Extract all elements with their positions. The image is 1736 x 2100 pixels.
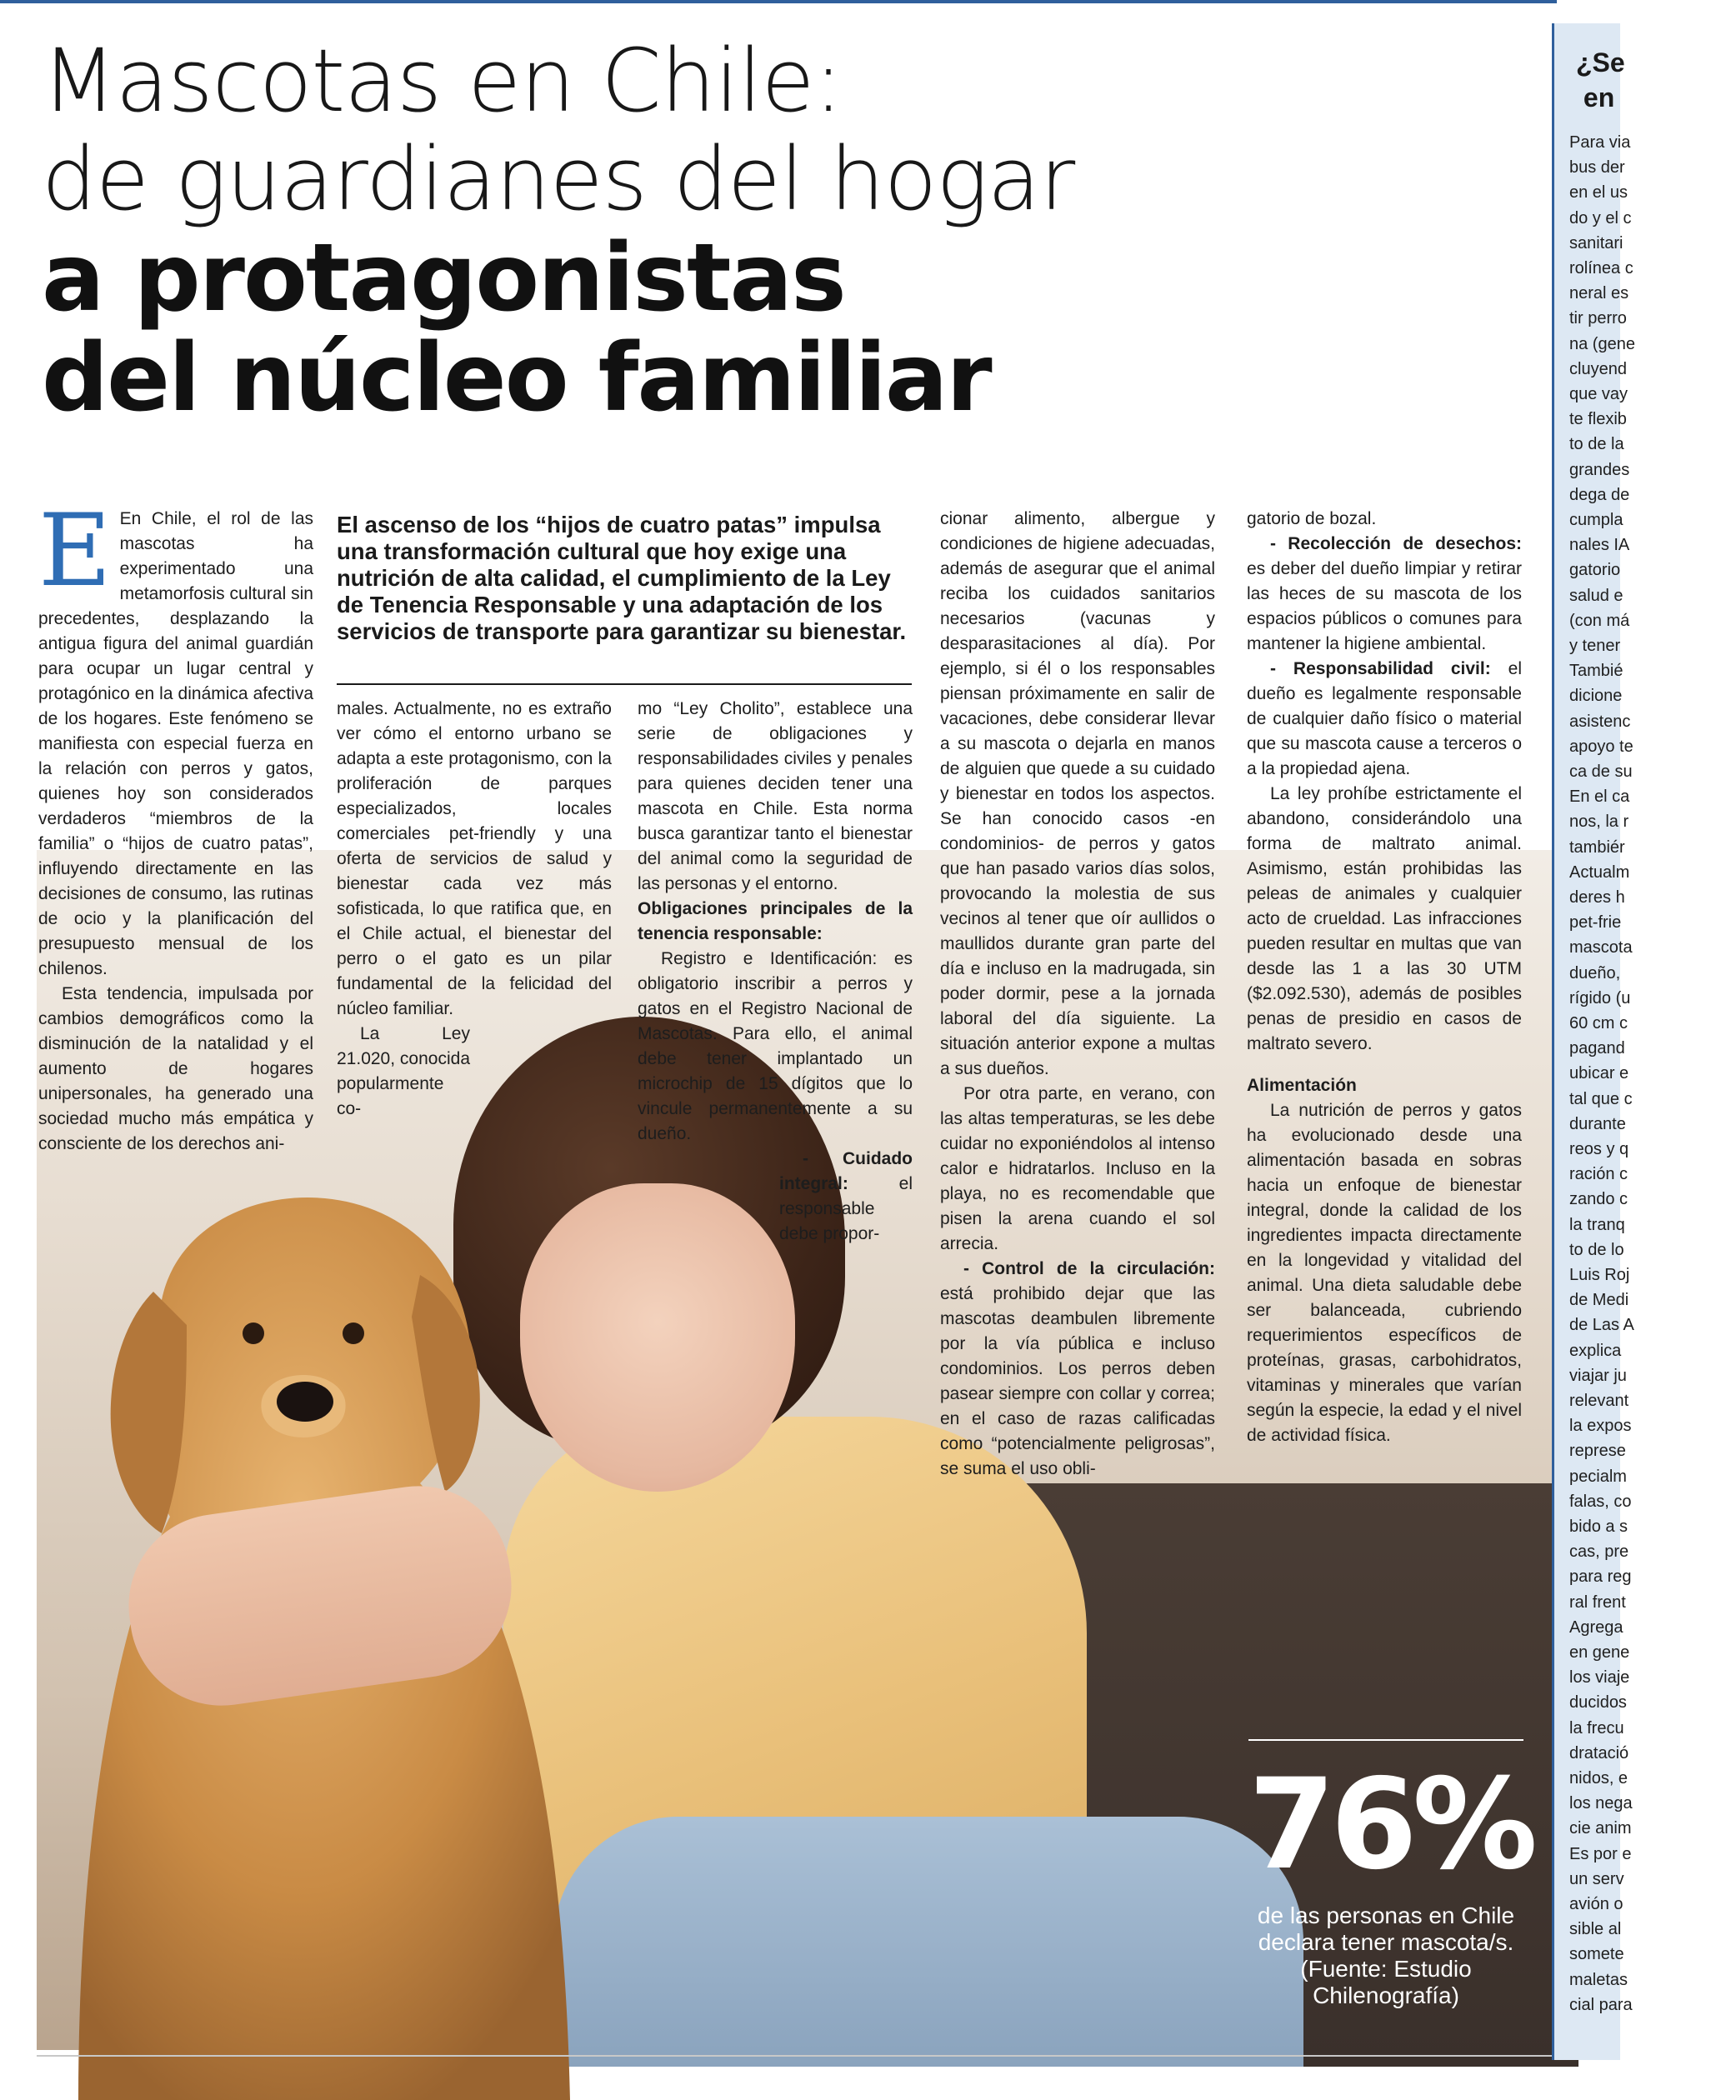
col4-paragraph-3: está prohibido dejar que las mascotas deambulen libremente por la vía pública e incluso condominios. Los perros deben pasear siempre con collar y correa; en el caso de razas calificadas como “potencialmente peligrosas”, se suma el uso obli- [940, 1284, 1215, 1478]
sidebar-line: ducidos [1569, 1693, 1627, 1712]
col5-paragraph-3: el dueño es legalmente responsable de cualquier daño físico o material que su mascota cause a terceros o a la propiedad ajena. [1247, 659, 1522, 778]
sidebar-line: represe [1569, 1442, 1626, 1461]
deck: El ascenso de los “hijos de cuatro patas” impulsa una transformación cultural que hoy exige una nutrición de alta calidad, el cumplimiento de la Ley de Tenencia Responsable y una adaptación de los servicios de transporte para garantizar su bienestar. [337, 512, 907, 644]
col4-circulacion-label: - Control de la circulación: [963, 1259, 1215, 1278]
sidebar-line: la expos [1569, 1417, 1632, 1436]
sidebar-line: relevant [1569, 1392, 1629, 1410]
sidebar-line: avión o [1569, 1895, 1623, 1913]
sidebar-line: nidos, e [1569, 1769, 1628, 1788]
col3-cuidado-label: - Cuidado integral: [779, 1149, 913, 1193]
sidebar-line: durante [1569, 1114, 1626, 1133]
sidebar-line: somete [1569, 1945, 1624, 1964]
sidebar-line: pecialm [1569, 1467, 1627, 1486]
sidebar-line: 60 cm c [1569, 1014, 1628, 1032]
sidebar-line: Es por e [1569, 1844, 1632, 1863]
sidebar-line: neral es [1569, 284, 1629, 303]
col5-subhead-alimentacion: Alimentación [1247, 1076, 1357, 1095]
col5-paragraph-4: La ley prohíbe estrictamente el abandono, considerándolo una forma de maltrato animal. Asimismo, están prohibidas las peleas de animales y cualquier acto de crueldad. Las infracciones pueden resultar en multas que van desde las 1 a las 30 UTM ($2.092.530), además de posibles penas de presidio en casos de maltrato severo. [1247, 784, 1522, 1053]
sidebar-article [1552, 23, 1635, 2060]
sidebar-line: bido a s [1569, 1518, 1628, 1536]
column-2 [337, 697, 612, 1122]
sidebar-line: los viaje [1569, 1668, 1630, 1688]
headline-line-1: Mascotas en Chile: [42, 30, 843, 132]
col3-paragraph-3: el responsable debe propor- [779, 1174, 913, 1243]
sidebar-line: de Medi [1569, 1291, 1629, 1310]
sidebar-line: cial para [1569, 1995, 1633, 2014]
col1-paragraph-2: Esta tendencia, impulsada por cambios demográficos como la disminución de la natalidad y el aumento de hogares unipersonales, ha generado una sociedad mucho más empática y consciente de los derechos ani- [38, 984, 313, 1153]
col4-paragraph-2: Por otra parte, en verano, con las altas temperaturas, se les debe cuidar no exponiéndolos al intenso calor e hidratarlos. Incluso en la playa, no es recomendable que pisen la arena cuando el sol arrecia. [940, 1084, 1215, 1253]
stat-number: 76% [1248, 1752, 1533, 1898]
headline-line-3: a protagonistas [42, 224, 845, 332]
col5-paragraph-5: La nutrición de perros y gatos ha evolucionado desde una alimentación basada en sobras hacia un enfoque de bienestar integral, donde la calidad de los ingredientes impacta directamente en la longevidad y vitalidad del animal. Una dieta saludable debe ser balanceada, cubriendo requerimientos específicos de proteínas, grasas, carbohidratos, vitaminas y minerales que varían según la especie, la edad y el nivel de actividad física. [1247, 1101, 1522, 1445]
col2-paragraph-1: males. Actualmente, no es extraño ver cómo el entorno urbano se adapta a este protagonismo, con la proliferación de parques especializados, locales comerciales pet-friendly y una oferta de servicios de salud y bienestar cada vez más sofisticada, lo que ratifica que, en el Chile actual, el bienestar del perro o el gato es un pilar fundamental de la felicidad del núcleo familiar. [337, 699, 612, 1018]
headline-line-4: del núcleo familiar [42, 324, 991, 432]
sidebar-line: Para via [1569, 133, 1631, 152]
sidebar-line: que vay [1569, 385, 1628, 403]
sidebar-line: explica [1569, 1341, 1622, 1360]
sidebar-line: de Las A [1569, 1316, 1634, 1335]
sidebar-line: en gene [1569, 1643, 1630, 1662]
sidebar-line: to de la [1569, 435, 1624, 454]
sidebar-line: los nega [1569, 1794, 1633, 1813]
sidebar-line: rolínea c [1569, 259, 1633, 278]
drop-cap: E [38, 493, 112, 609]
stat-caption: de las personas en Chile declara tener mascota/s. (Fuente: Estudio Chilenografía) [1257, 1902, 1515, 2008]
sidebar-line: zando c [1569, 1190, 1628, 1209]
column-4 [940, 507, 1215, 1482]
sidebar-line: pet-frie [1569, 913, 1622, 932]
deck-rule [337, 683, 912, 685]
sidebar-line: Luis Roj [1569, 1266, 1630, 1284]
sidebar-line: ral frent [1569, 1592, 1626, 1612]
sidebar-line: asistenc [1569, 712, 1631, 731]
column-3 [638, 697, 913, 1247]
sidebar-line: falas, co [1569, 1492, 1632, 1511]
sidebar-line: sible al [1569, 1920, 1622, 1939]
sidebar-line: la frecu [1569, 1718, 1624, 1738]
sidebar-line: tal que c [1569, 1089, 1633, 1108]
bottom-rule [37, 2055, 1552, 2057]
sidebar-line: dratació [1569, 1743, 1629, 1762]
sidebar-line: sanitari [1569, 233, 1623, 252]
col5-paragraph-1: gatorio de bozal. [1247, 509, 1377, 528]
sidebar-line: dueño, [1569, 963, 1621, 982]
sidebar-line: na (gene [1569, 334, 1635, 353]
sidebar-line: deres h [1569, 888, 1625, 907]
sidebar-line: dicione [1569, 687, 1623, 706]
sidebar-line: maletas [1569, 1970, 1628, 1989]
sidebar-line: Tambié [1569, 662, 1623, 681]
sidebar-line: ración c [1569, 1165, 1628, 1184]
sidebar-line: para reg [1569, 1568, 1632, 1587]
column-5 [1247, 507, 1522, 1448]
sidebar-line: cumpla [1569, 511, 1623, 529]
col5-civil-label: - Responsabilidad civil: [1270, 659, 1491, 678]
sidebar-line: tambiér [1569, 838, 1625, 857]
sidebar-line: gatorio [1569, 561, 1621, 580]
sidebar-line: ubicar e [1569, 1064, 1629, 1083]
sidebar-line: un serv [1569, 1869, 1624, 1888]
sidebar-line: salud e [1569, 586, 1623, 605]
col1-paragraph-1: En Chile, el rol de las mascotas ha experimentado una metamorfosis cultural sin precedentes, desplazando la antigua figura del animal guardián para ocupar un lugar central y protagónico en la dinámica afectiva de los hogares. Este fenómeno se manifiesta con especial fuerza en la relación con perros y gatos, quienes hoy son considerados verdaderos “miembros de la familia” o “hijos de cuatro patas”, influyendo directamente en las decisiones de consumo, las rutinas de ocio y la planificación del presupuesto mensual de los chilenos. [38, 509, 313, 978]
sidebar-line: viajar ju [1569, 1366, 1627, 1385]
sidebar-line: Agrega [1569, 1618, 1623, 1637]
top-rule [0, 0, 1557, 3]
sidebar-line: to de lo [1569, 1240, 1624, 1259]
sidebar-line: En el ca [1569, 788, 1630, 807]
sidebar-line: apoyo te [1569, 737, 1633, 756]
col4-paragraph-1: cionar alimento, albergue y condiciones de higiene adecuadas, además de asegurar que el animal reciba los cuidados sanitarios necesarios (vacunas y desparasitaciones al día). Por ejemplo, si él o los responsables piensan próximamente en salir de vacaciones, debe considerar llevar a su mascota o dejarla en manos de alguien que quede a su cuidado y bienestar en todos los aspectos. Se han conocido casos -en condominios- de perros y gatos que han pasado varios días solos, provocando la molestia de sus vecinos al tener que oír aullidos o maullidos durante gran parte del día e incluso en la madrugada, sin poder dormir, pese a la jornada laboral del día siguiente. La situación anterior expone a multas a sus dueños. [940, 509, 1215, 1078]
sidebar-line: grandes [1569, 460, 1630, 479]
headline [42, 30, 1525, 432]
sidebar-line: (con má [1569, 611, 1630, 630]
sidebar-line: mascota [1569, 938, 1633, 958]
photo-jeans [553, 1817, 1303, 2067]
sidebar-line: nos, la r [1569, 812, 1629, 832]
sidebar-line: en el us [1569, 183, 1628, 202]
col3-subhead: Obligaciones principales de la tenencia responsable: [638, 899, 913, 943]
sidebar-line: te flexib [1569, 410, 1627, 429]
col2-paragraph-2: La Ley 21.020, conocida popularmente co- [337, 1024, 470, 1118]
col5-desechos-label: - Recolección de desechos: [1270, 534, 1522, 553]
sidebar-line: dega de [1569, 485, 1630, 504]
sidebar-line: cas, pre [1569, 1542, 1629, 1562]
sidebar-title: ¿Se en [1576, 48, 1625, 112]
col3-paragraph-2: Registro e Identificación: es obligatorio inscribir a perros y gatos en el Registro Nacional de Mascotas. Para ello, el animal debe tener implantado un microchip de 15 dígitos que lo vincule permanentemente a su dueño. [638, 949, 913, 1143]
sidebar-line: Actualm [1569, 862, 1630, 882]
stat-callout [1248, 1739, 1533, 2008]
sidebar-line: tir perro [1569, 309, 1627, 328]
col3-paragraph-1: mo “Ley Cholito”, establece una serie de obligaciones y responsabilidades civiles y penales para quienes deciden tener una mascota en Chile. Esta norma busca garantizar tanto el bienestar del animal como la seguridad de las personas y el entorno. [638, 699, 913, 893]
stat-rule [1248, 1739, 1523, 1741]
sidebar-line: rígido (u [1569, 988, 1631, 1008]
sidebar-line: cluyend [1569, 359, 1627, 378]
sidebar-line: nales IA [1569, 536, 1630, 555]
sidebar-line: y tener [1569, 637, 1621, 655]
sidebar-line: la tranq [1569, 1215, 1625, 1234]
sidebar-line: reos y q [1569, 1140, 1629, 1158]
col5-paragraph-2: es deber del dueño limpiar y retirar las heces de su mascota de los espacios públicos o comunes para mantener la higiene ambiental. [1247, 559, 1522, 653]
sidebar-line: cie anim [1569, 1819, 1632, 1838]
sidebar-line: pagand [1569, 1039, 1625, 1058]
sidebar-line: do y el c [1569, 208, 1632, 228]
sidebar-line: bus der [1569, 158, 1625, 178]
headline-line-2: de guardianes del hogar [42, 128, 1075, 230]
sidebar-line: ca de su [1569, 762, 1633, 781]
column-1 [38, 493, 313, 1157]
